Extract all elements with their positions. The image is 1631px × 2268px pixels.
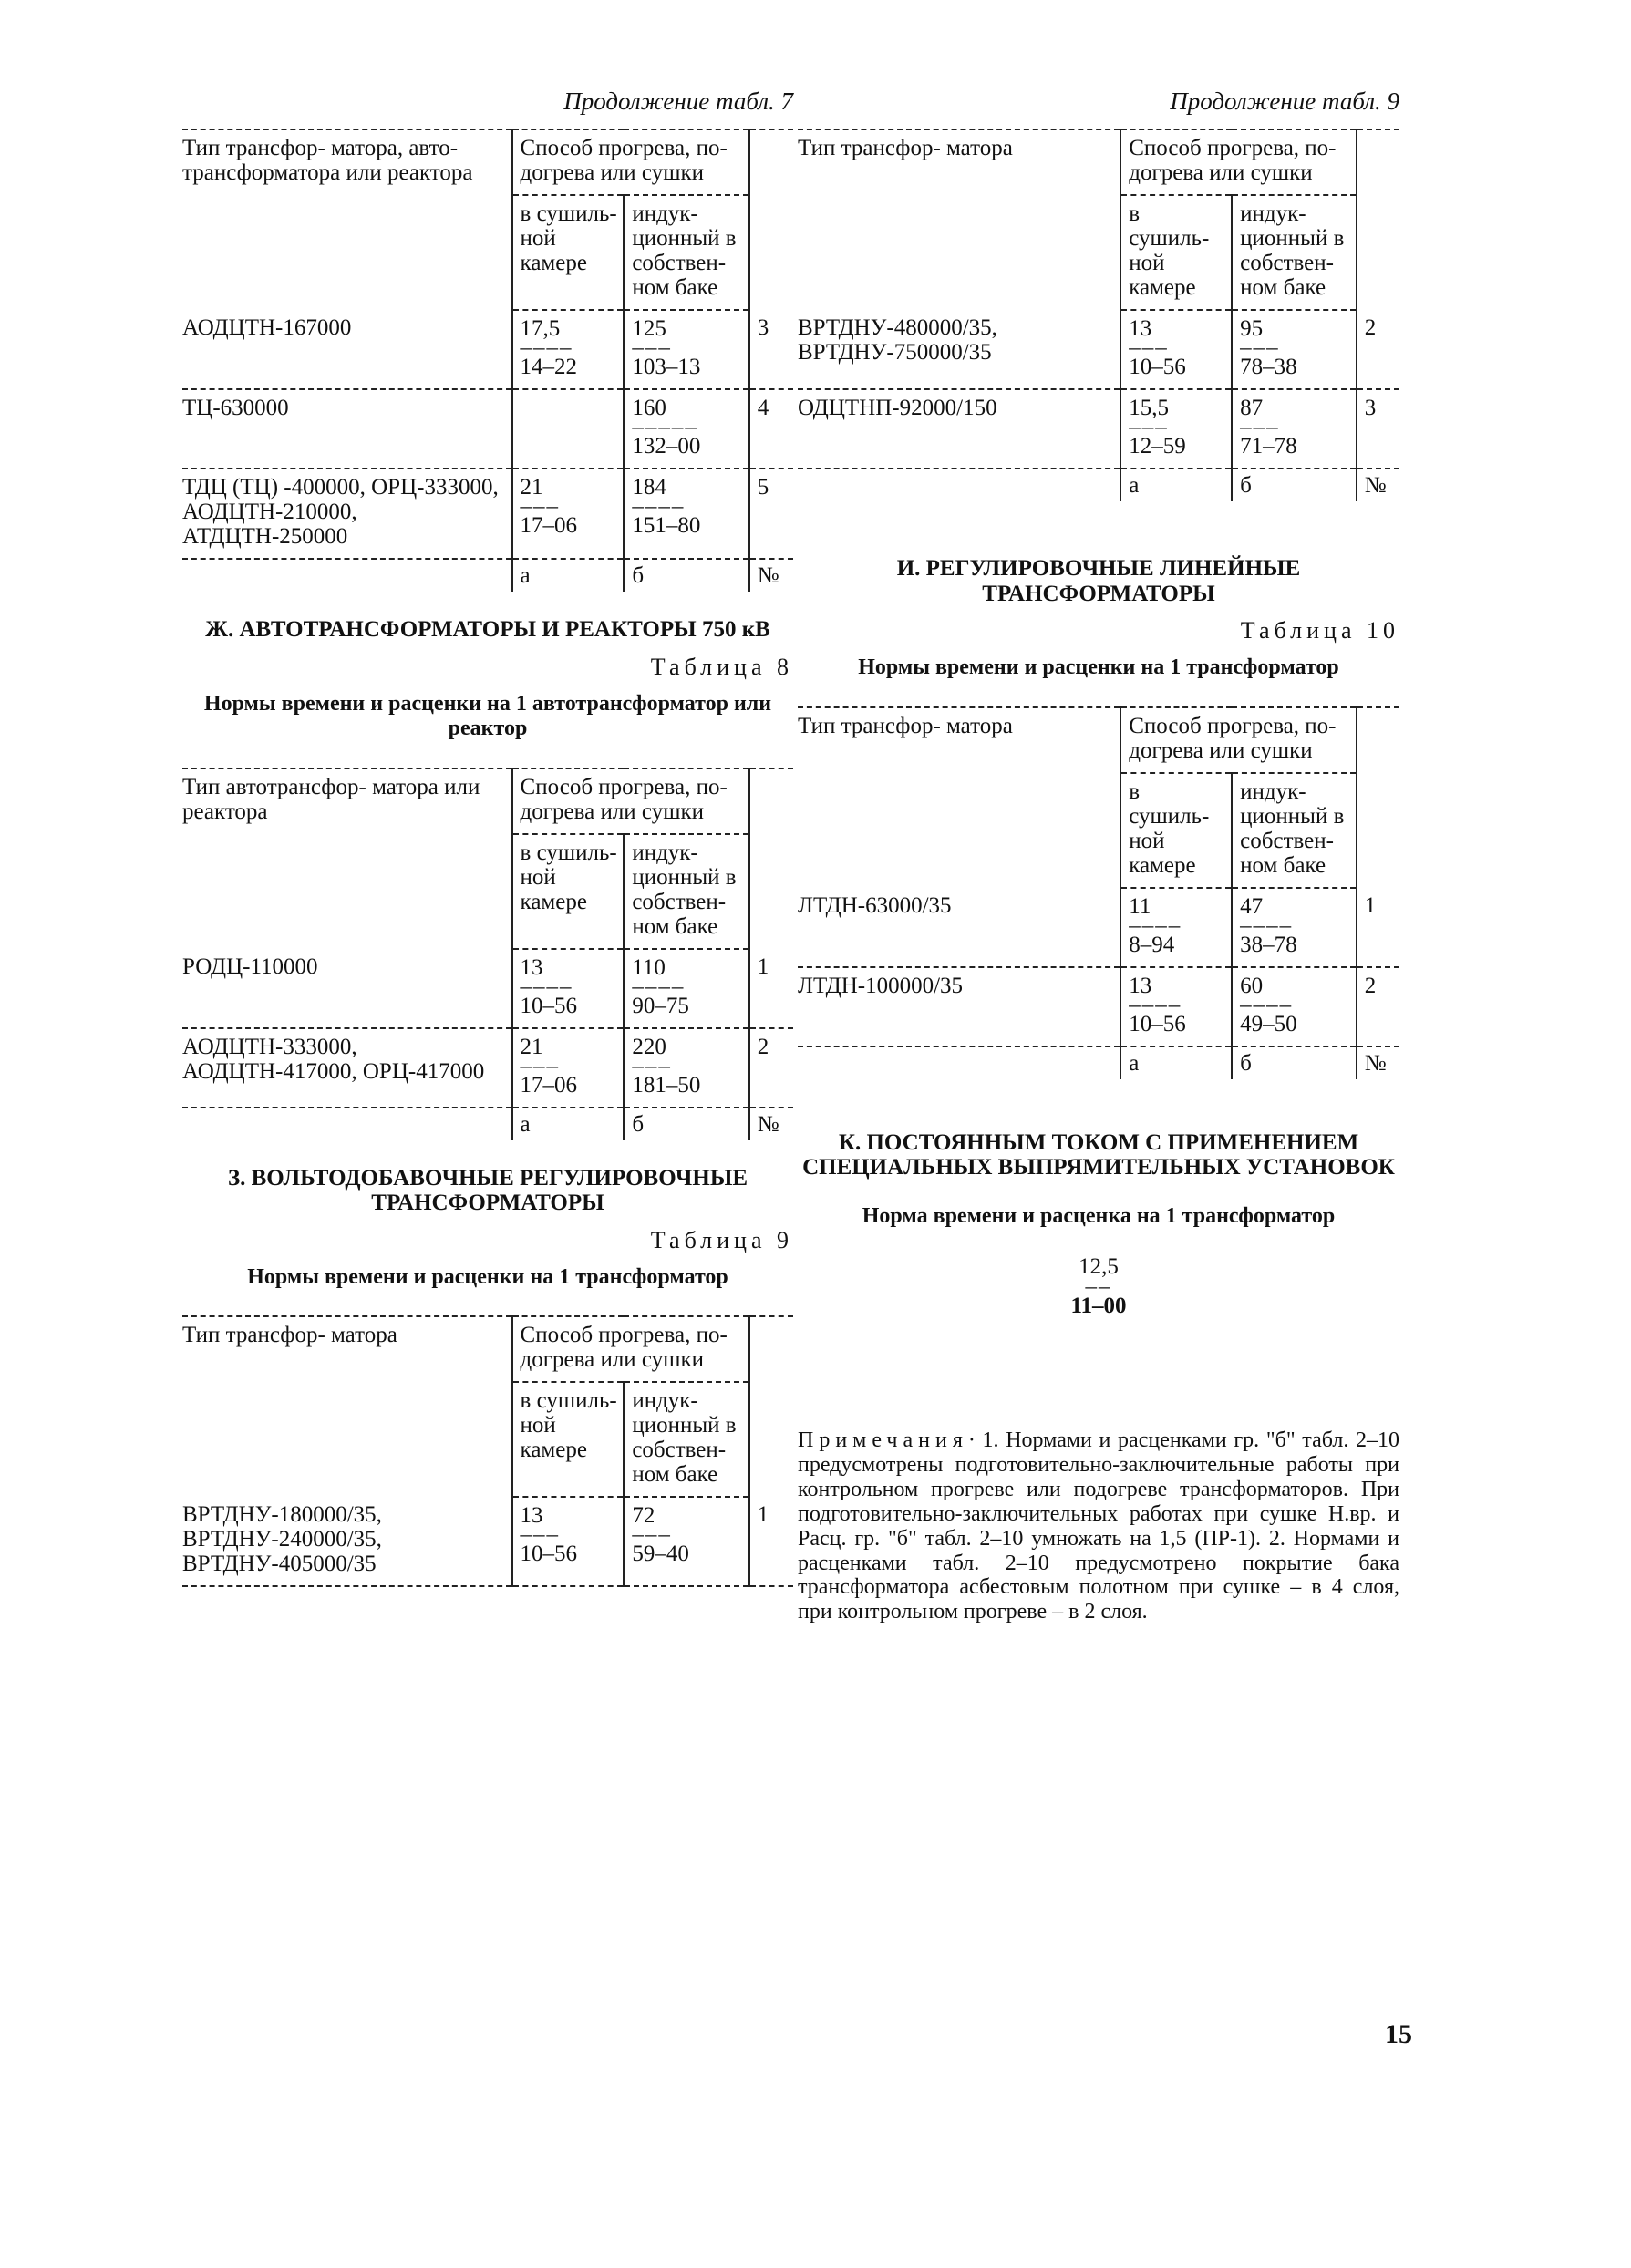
- section-z-heading: З. ВОЛЬТОДОБАВОЧНЫЕ РЕГУЛИРОВОЧНЫЕ ТРАНСФОРМАТОРЫ: [227, 1165, 748, 1216]
- table9-caption: Нормы времени и расценки на 1 трансформатор: [247, 1264, 728, 1289]
- table10-number: Таблица 10: [1240, 617, 1399, 644]
- table9-number: Таблица 9: [650, 1226, 793, 1253]
- header-induction: индук- ционный в собствен- ном баке: [624, 195, 748, 310]
- table10-caption: Нормы времени и расценки на 1 трансформатор: [858, 655, 1339, 679]
- table-row: ТДЦ (ТЦ) -400000, ОРЦ-333000, АОДЦТН-210000, АТДЦТН-250000 21 ––– 17–06 184 –––– 151–80 5: [182, 469, 793, 559]
- table-row: ОДЦТНП-92000/150 15,5 ––– 12–59 87 ––– 71–78 3: [798, 389, 1399, 469]
- table-row: АОДЦТН-333000, АОДЦТН-417000, ОРЦ-417000 21 ––– 17–06 220 ––– 181–50 2: [182, 1028, 793, 1108]
- section-zh-heading: Ж. АВТОТРАНСФОРМАТОРЫ И РЕАКТОРЫ 750 кВ: [205, 617, 770, 642]
- table-footer: а б №: [798, 1046, 1399, 1079]
- header-type: Тип трансфор- матора, авто- трансформатора или реактора: [182, 129, 512, 310]
- table-9: Тип трансфор- матора Способ прогрева, по- догрева или сушки в сушиль- ной камере индук- ционный в собствен- ном баке ВРТДНУ-180000/35, ВРТДНУ-240000/35, ВРТДНУ-405000/35 13 ––– 10–56 72 ––– 59–40 1: [182, 1315, 793, 1587]
- table9-continuation-label: Продолжение табл. 9: [1170, 88, 1399, 115]
- section-i-heading: И. РЕГУЛИРОВОЧНЫЕ ЛИНЕЙНЫЕ ТРАНСФОРМАТОРЫ: [896, 556, 1301, 606]
- table-row: ВРТДНУ-480000/35, ВРТДНУ-750000/35 13 ––– 10–56 95 ––– 78–38 2: [798, 310, 1399, 389]
- norm-caption: Норма времени и расценка на 1 трансформатор: [862, 1203, 1336, 1228]
- notes-heading: Примечания: [798, 1428, 968, 1453]
- notes-text: · 1. Нормами и расценками гр. "б" табл. 2–10 предусмотрены подготовительно-заключительные работы при контрольном прогреве или подогреве трансформаторов. При подготовительно-заключительных работах при сушке Н.вр. и Расц. гр. "б" табл. 2–10 умножать на 1,5 (ПР-1). 2. Нормами и расценками табл. 2–10 предусмотрено покрытие бака трансформатора асбестовым полотном при сушке – в 4 слоя, при контрольном прогреве – в 2 слоя.: [798, 1428, 1399, 1624]
- notes-paragraph: [798, 1428, 1399, 1624]
- table-10: Тип трансфор- матора Способ прогрева, по- догрева или сушки в сушиль- ной камере индук- ционный в собствен- ном баке ЛТДН-63000/35 11 –––– 8–94 47 –––– 38–78 1 ЛТДН-100000/35 13 –––– 10–56 60 –––– 49–50 2 а б №: [798, 706, 1399, 1079]
- table-7: [182, 129, 793, 592]
- table-row: ЛТДН-100000/35 13 –––– 10–56 60 –––– 49–50 2: [798, 967, 1399, 1046]
- table-8: Тип автотрансфор- матора или реактора Способ прогрева, по- догрева или сушки в сушиль- ной камере индук- ционный в собствен- ном баке РОДЦ-110000 13 –––– 10–56 110 –––– 90–75 1 АОДЦТН-333000, АОДЦТН-417000, ОРЦ-417000 21 ––– 17–06 220 ––– 181–50 2 а б №: [182, 768, 793, 1140]
- table-footer: а б №: [182, 559, 793, 592]
- header-method: Способ прогрева, по- догрева или сушки: [512, 129, 749, 195]
- table-footer: а б №: [182, 1108, 793, 1140]
- table-row: РОДЦ-110000 13 –––– 10–56 110 –––– 90–75 1: [182, 949, 793, 1028]
- table-row: ЛТДН-63000/35 11 –––– 8–94 47 –––– 38–78 1: [798, 888, 1399, 967]
- table-row: АОДЦТН-167000 17,5 –––– 14–22 125 ––– 103–13 3: [182, 310, 793, 389]
- table8-number: Таблица 8: [650, 653, 793, 680]
- right-column: [798, 88, 1399, 1624]
- table-row: ТЦ-630000 160 ––––– 132–00 4: [182, 389, 793, 469]
- table-row: ВРТДНУ-180000/35, ВРТДНУ-240000/35, ВРТДНУ-405000/35 13 ––– 10–56 72 ––– 59–40 1: [182, 1497, 793, 1586]
- section-k-heading: К. ПОСТОЯННЫМ ТОКОМ С ПРИМЕНЕНИЕМ СПЕЦИАЛЬНЫХ ВЫПРЯМИТЕЛЬНЫХ УСТАНОВОК: [802, 1129, 1395, 1180]
- table7-continuation-label: Продолжение табл. 7: [563, 88, 793, 115]
- left-column: [182, 88, 793, 1587]
- norm-value: 12,5 –– 11–00: [1070, 1254, 1127, 1319]
- table-footer: а б №: [798, 469, 1399, 501]
- header-drying-chamber: в сушиль- ной камере: [512, 195, 625, 310]
- page-number: 15: [1385, 2019, 1412, 2049]
- table-9-continued: Тип трансфор- матора Способ прогрева, по- догрева или сушки в сушиль- ной камере индук- ционный в собствен- ном баке ВРТДНУ-480000/35, ВРТДНУ-750000/35 13 ––– 10–56 95 ––– 78–38 2 ОДЦТНП-92000/150 15,5 ––– 12–59 87 ––– 71–78 3 а б №: [798, 129, 1399, 501]
- table8-caption: Нормы времени и расценки на 1 автотрансформатор или реактор: [203, 691, 772, 741]
